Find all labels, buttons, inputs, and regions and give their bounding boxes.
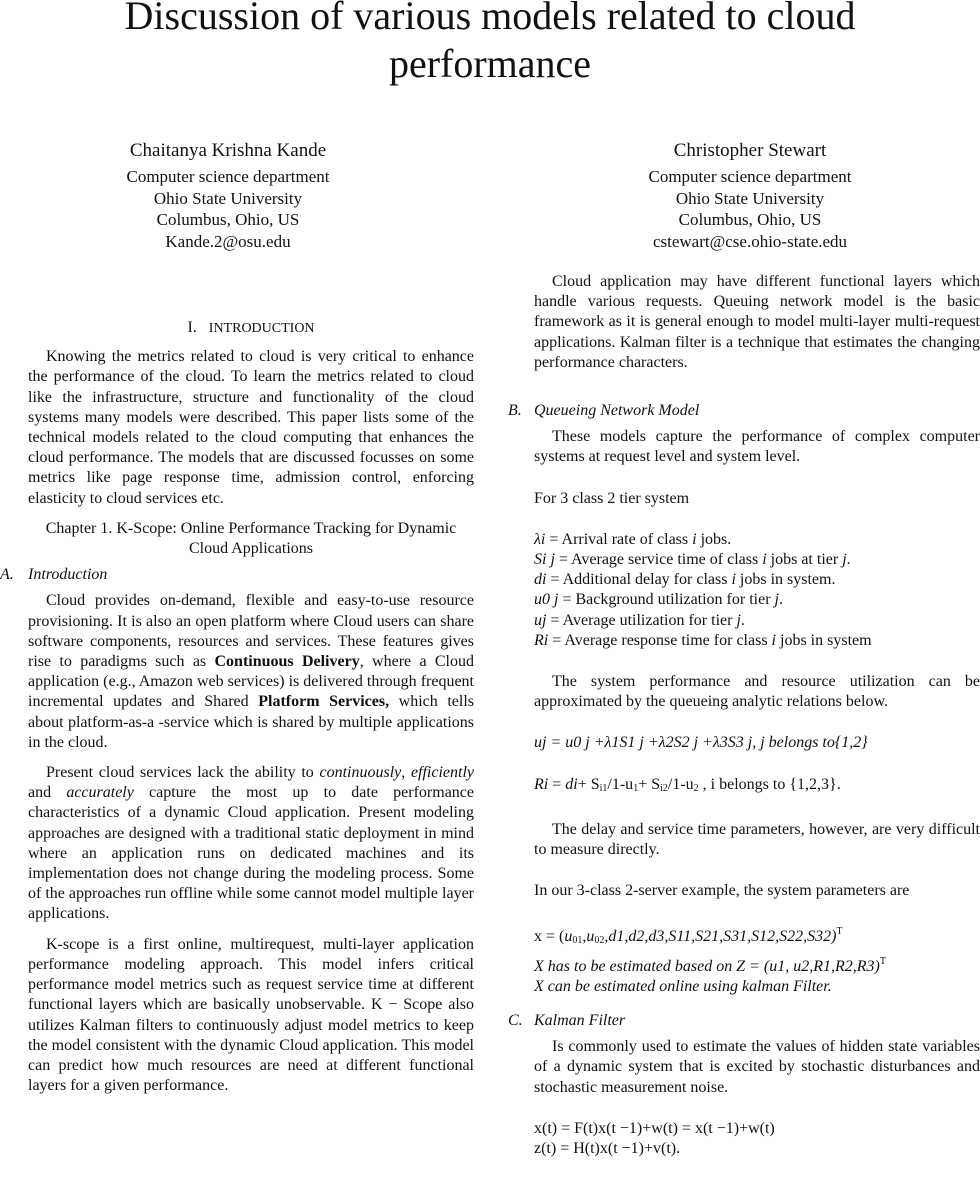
symbol: j <box>774 591 779 609</box>
subscript: 01 <box>572 935 583 947</box>
intro-paragraph: Knowing the metrics related to cloud is very critical to enhance the performance of the cloud. To learn the metrics related to cloud like the infrastructure, structure and functionality of the cloud systems many models were described. This paper lists some of the technical models related to the cloud computing that enhances the cloud performance. The models that are discussed focusses on some metrics like page response time, admission control, enforcing elasticity to cloud services etc. <box>28 348 474 507</box>
example-line: In our 3-class 2-server example, the system parameters are <box>534 882 910 900</box>
subsection-title: Introduction <box>28 566 108 584</box>
paragraph-kalman: Is commonly used to estimate the values of hidden state variables of a dynamic system that is excited by stochastic disturbances and stochastic measurement noise. <box>534 1038 980 1096</box>
paragraph-system-performance: The system performance and resource utilization can be approximated by the queueing analytic relations below. <box>534 673 980 711</box>
text-run: = Background utilization for tier <box>558 591 775 609</box>
text-run: /1-u <box>667 775 694 793</box>
paragraph-delay: The delay and service time parameters, however, are very difficult to measure directly. <box>534 820 980 859</box>
equation-utilization: uj = u0 j +λ1S1 j +λ2S2 j +λ3S3 j, j belongs to{1,2} <box>534 734 868 752</box>
text-run: Cloud provides on-demand, flexible and easy-to-use resource provisioning. It is also an open platform where Cloud users can share software components, resources and services. These features gives rise to paradigms such as <box>28 592 474 671</box>
author-dept: Computer science department <box>126 167 330 186</box>
text-run: = Additional delay for class <box>546 571 732 589</box>
definition-item <box>534 550 980 570</box>
superscript: T <box>879 955 886 967</box>
text-run: capture the most up to date performance characteristics of a dynamic Cloud application. Present modeling approaches are designed with a traditional static deployment in mind where an application runs on dedicated machines and its implementation does not change during the modeling process. Some of the approaches run offline while some cannot model multiple layer applications. <box>28 784 474 923</box>
text-run: jobs. <box>696 530 732 548</box>
symbol: Ri <box>534 631 549 649</box>
symbol: i <box>771 631 776 649</box>
equation-kalman-measurement: z(t) = H(t)x(t −1)+v(t). <box>534 1140 681 1158</box>
text-run: , <box>401 764 411 782</box>
symbol: j <box>842 551 847 569</box>
definition-item <box>534 611 980 631</box>
symbol: u1, u2,R1,R2,R3) <box>769 957 880 975</box>
text-run: Present cloud services lack the ability to <box>46 764 320 782</box>
tier-line: For 3 class 2 tier system <box>534 489 690 507</box>
estimation-note: X can be estimated online using kalman Filter. <box>534 977 832 995</box>
symbol: ,d1,d2,d3,S11,S21,S31,S12,S22,S32) <box>604 928 837 946</box>
left-column <box>0 318 475 1106</box>
section-heading-introduction <box>28 318 474 339</box>
text-run: X has to be estimated based on Z = ( <box>534 957 770 975</box>
text-run: , <box>582 928 587 946</box>
subsection-label: A. <box>0 566 14 584</box>
text-run: which tells about platform-as-a -service which is shared by multiple applications in the cloud. <box>28 693 475 751</box>
chapter-heading: Chapter 1. K-Scope: Online Performance Tracking for Dynamic Cloud Applications <box>45 519 457 558</box>
superscript: T <box>836 926 843 938</box>
symbol: uj <box>534 611 547 629</box>
text-run: and <box>28 784 67 802</box>
symbol: i <box>731 571 736 589</box>
text-run: + S <box>577 775 600 793</box>
equation-response-time <box>534 775 980 799</box>
subsection-title: Kalman Filter <box>534 1012 626 1030</box>
author-university: Ohio State University <box>675 188 825 208</box>
subsection-label: C. <box>508 1012 523 1030</box>
section-title: INTRODUCTION <box>208 321 315 336</box>
paragraph-present-cloud <box>28 763 474 925</box>
text-run: jobs at tier <box>766 551 843 569</box>
text-run: = Average response time for class <box>548 631 772 649</box>
symbol: Si j <box>534 551 555 569</box>
subscript: i1 <box>599 782 608 794</box>
subsection-c-heading <box>508 1011 980 1031</box>
text-run: x = ( <box>534 928 565 946</box>
text-run: = <box>548 775 566 793</box>
italic-term: accurately <box>66 784 134 802</box>
symbol: u0 j <box>534 591 559 609</box>
author-email: Kande.2@osu.edu <box>165 231 291 251</box>
author-dept: Computer science department <box>648 167 852 186</box>
symbol: Ri <box>534 775 549 793</box>
symbol: di <box>565 775 578 793</box>
text-run: , where a Cloud application (e.g., Amazon web services) is delivered through frequent incremental updates and Shared <box>28 653 474 711</box>
paragraph-cloud-provides <box>28 591 474 753</box>
subscript: 2 <box>693 782 699 794</box>
subsection-label: B. <box>508 402 522 420</box>
definition-item <box>534 631 980 651</box>
subsection-a-heading <box>0 565 474 585</box>
text-run: jobs in system. <box>735 571 836 589</box>
definition-item <box>534 570 980 590</box>
bold-term: Continuous Delivery <box>214 653 360 671</box>
symbol: di <box>534 571 547 589</box>
symbol: λi <box>534 530 546 548</box>
italic-term: continuously <box>319 764 402 782</box>
subscript: 02 <box>594 935 605 947</box>
author-block-1 <box>88 138 368 252</box>
equation-kalman-state: x(t) = F(t)x(t −1)+w(t) = x(t −1)+w(t) <box>534 1119 775 1137</box>
author-name: Christopher Stewart <box>673 140 827 161</box>
subsection-b-heading <box>508 401 980 421</box>
author-location: Columbus, Ohio, US <box>156 210 300 229</box>
text-run: + S <box>638 775 661 793</box>
definitions-list <box>534 530 980 651</box>
text-run: . <box>740 611 745 629</box>
text-run: , i belongs to {1,2,3}. <box>698 775 841 793</box>
symbol: i <box>762 551 767 569</box>
symbol: i <box>692 530 697 548</box>
text-run: = Average utilization for tier <box>546 611 737 629</box>
paragraph-queueing: These models capture the performance of complex computer systems at request level and system level. <box>534 428 980 466</box>
author-email: cstewart@cse.ohio-state.edu <box>652 231 848 251</box>
text-run: = Arrival rate of class <box>545 530 693 548</box>
paper-title: Discussion of various models related to cloud performance <box>124 0 856 86</box>
subscript: 1 <box>633 782 639 794</box>
author-block-2 <box>600 138 900 252</box>
paragraph-kscope: K-scope is a first online, multirequest, multi-layer application performance modeling approach. This model infers critical performance model metrics such as request service time at different functional layers which are basically unobservable. K − Scope also utilizes Kalman filters to continuously adjust model metrics to keep the model consistent with the dynamic Cloud application. This model can predict how much resources are need at different functional layers for a given performance. <box>28 935 474 1095</box>
symbol: j <box>736 611 741 629</box>
equation-estimation <box>534 952 980 977</box>
definition-item <box>534 530 980 550</box>
subscript: i2 <box>660 782 668 794</box>
definition-item <box>534 590 980 610</box>
text-run: = Average service time of class <box>554 551 763 569</box>
italic-term: efficiently <box>410 764 475 782</box>
author-location: Columbus, Ohio, US <box>678 210 822 229</box>
bold-term: Platform Services, <box>258 693 390 711</box>
text-run: . <box>778 591 783 609</box>
text-run: jobs in system <box>776 631 872 649</box>
text-run: /1-u <box>607 775 634 793</box>
subsection-title: Queueing Network Model <box>534 402 700 420</box>
author-name: Chaitanya Krishna Kande <box>129 140 327 161</box>
symbol: u <box>564 928 573 946</box>
symbol: u <box>586 928 595 946</box>
equation-parameter-vector <box>534 922 980 951</box>
paragraph-cloud-application: Cloud application may have different functional layers which handle various requests. Queuing network model is the basic framework as it is general enough to model multi-layer multi-request applications. Kalman filter is a technique that estimates the changing performance characters. <box>534 273 980 371</box>
author-university: Ohio State University <box>153 188 303 208</box>
right-column <box>508 272 980 1159</box>
section-number: I. <box>187 319 197 336</box>
text-run: . <box>846 551 851 569</box>
